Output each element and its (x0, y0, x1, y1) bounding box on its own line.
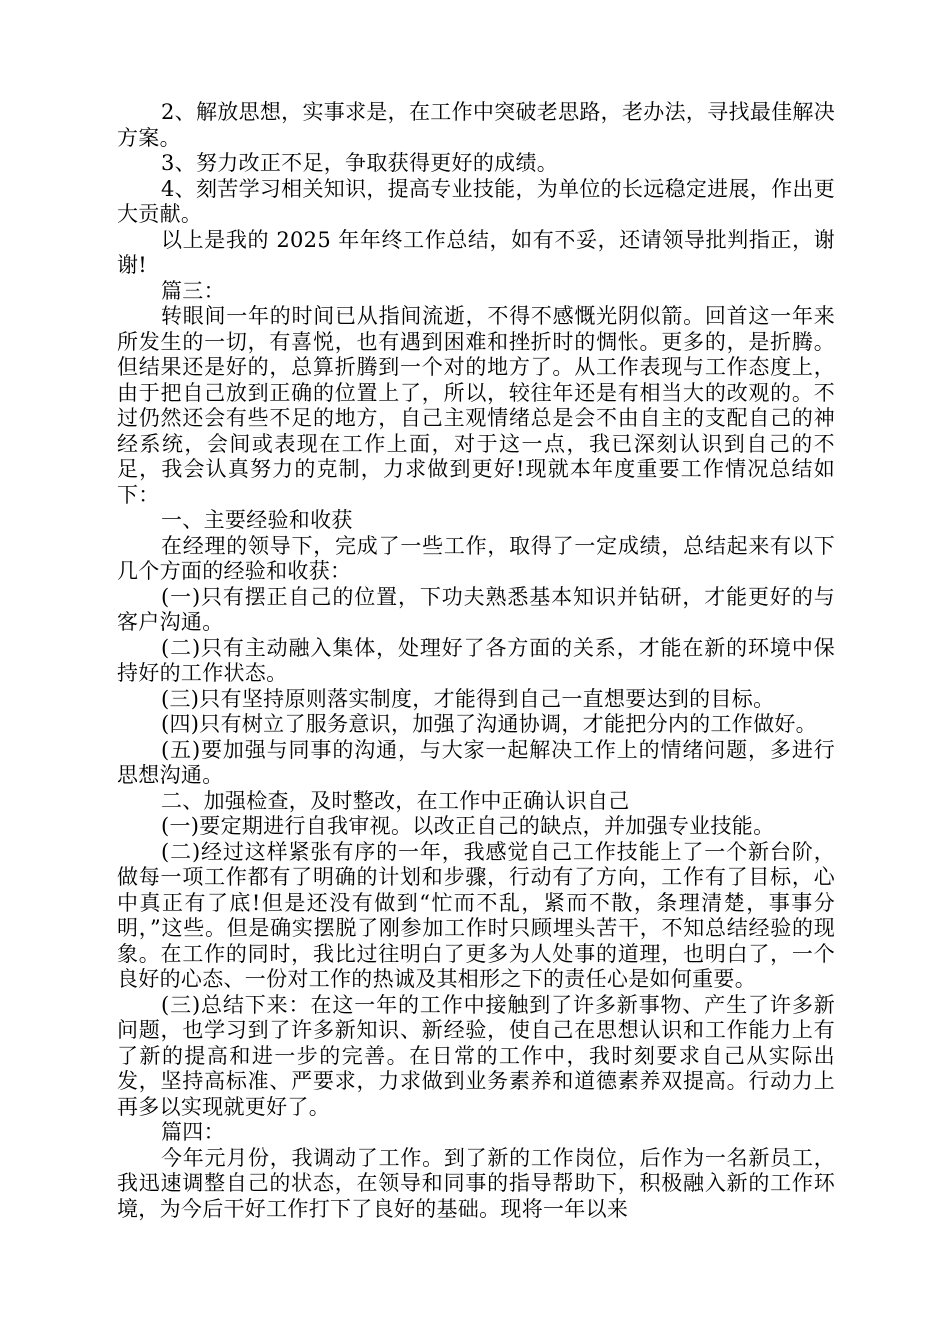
paragraph-point-2: 2、解放思想，实事求是，在工作中突破老思路，老办法，寻找最佳解决方案。 (117, 100, 835, 150)
paragraph-intro-4: 今年元月份，我调动了工作。到了新的工作岗位，后作为一名新员工，我迅速调整自己的状态，在领导和同事的指导帮助下，积极融入新的工作环境，为今后干好工作打下了良好的基础。现将一年以来 (117, 1145, 835, 1221)
list-item-4: (四)只有树立了服务意识，加强了沟通协调，才能把分内的工作做好。 (161, 712, 817, 736)
section-heading-3: 篇三： (161, 278, 225, 303)
list-item-2: (二)只有主动融入集体，处理好了各方面的关系，才能在新的环境中保持好的工作状态。 (117, 635, 835, 685)
list-item-5: (五)要加强与同事的沟通，与大家一起解决工作上的情绪问题，多进行思想沟通。 (117, 737, 835, 787)
document-body (117, 100, 835, 1222)
list-item-review-2: (二)经过这样紧张有序的一年，我感觉自己工作技能上了一个新台阶，做每一项工作都有了明确的计划和步骤，行动有了方向，工作有了目标，心中真正有了底!但是还没有做到“忙而不乱，紧而不散，条理清楚，事事分明，”这些。但是确实摆脱了刚参加工作时只顾埋头苦干，不知总结经验的现象。在工作的同时，我比过往明白了更多为人处事的道理，也明白了，一个良好的心态、一份对工作的热诚及其相形之下的责任心是如何重要。 (117, 839, 835, 991)
paragraph-point-3: 3、努力改正不足，争取获得更好的成绩。 (161, 151, 559, 175)
paragraph-point-4: 4、刻苦学习相关知识，提高专业技能，为单位的长远稳定进展，作出更大贡献。 (117, 176, 835, 226)
paragraph-intro-3: 转眼间一年的时间已从指间流逝，不得不感慨光阴似箭。回首这一年来所发生的一切，有喜悦，也有遇到困难和挫折时的惆怅。更多的，是折腾。但结果还是好的，总算折腾到一个对的地方了。从工作表现与工作态度上，由于把自己放到正确的位置上了，所以，较往年还是有相当大的改观的。不过仍然还会有些不足的地方，自己主观情绪总是会不由自主的支配自己的神经系统，会间或表现在工作上面，对于这一点，我已深刻认识到自己的不足，我会认真努力的克制，力求做到更好!现就本年度重要工作情况总结如下： (117, 304, 835, 507)
list-item-review-3: (三)总结下来：在这一年的工作中接触到了许多新事物、产生了许多新问题，也学习到了许多新知识、新经验，使自己在思想认识和工作能力上有了新的提高和进一步的完善。在日常的工作中，我时刻要求自己从实际出发，坚持高标准、严要求，力求做到业务素养和道德素养双提高。行动力上再多以实现就更好了。 (117, 992, 835, 1119)
paragraph-experience: 在经理的领导下，完成了一些工作，取得了一定成绩，总结起来有以下几个方面的经验和收获： (117, 533, 835, 583)
subheading-1: 一、主要经验和收获 (161, 508, 353, 532)
list-item-review-1: (一)要定期进行自我审视。以改正自己的缺点，并加强专业技能。 (161, 814, 775, 838)
section-heading-4: 篇四： (161, 1120, 225, 1144)
list-item-1: (一)只有摆正自己的位置，下功夫熟悉基本知识并钻研，才能更好的与客户沟通。 (117, 584, 835, 634)
paragraph-closing: 以上是我的 2025 年年终工作总结，如有不妥，还请领导批判指正，谢谢! (117, 227, 835, 277)
subheading-2: 二、加强检查，及时整改，在工作中正确认识自己 (161, 788, 630, 813)
list-item-3: (三)只有坚持原则落实制度，才能得到自己一直想要达到的目标。 (161, 686, 775, 711)
